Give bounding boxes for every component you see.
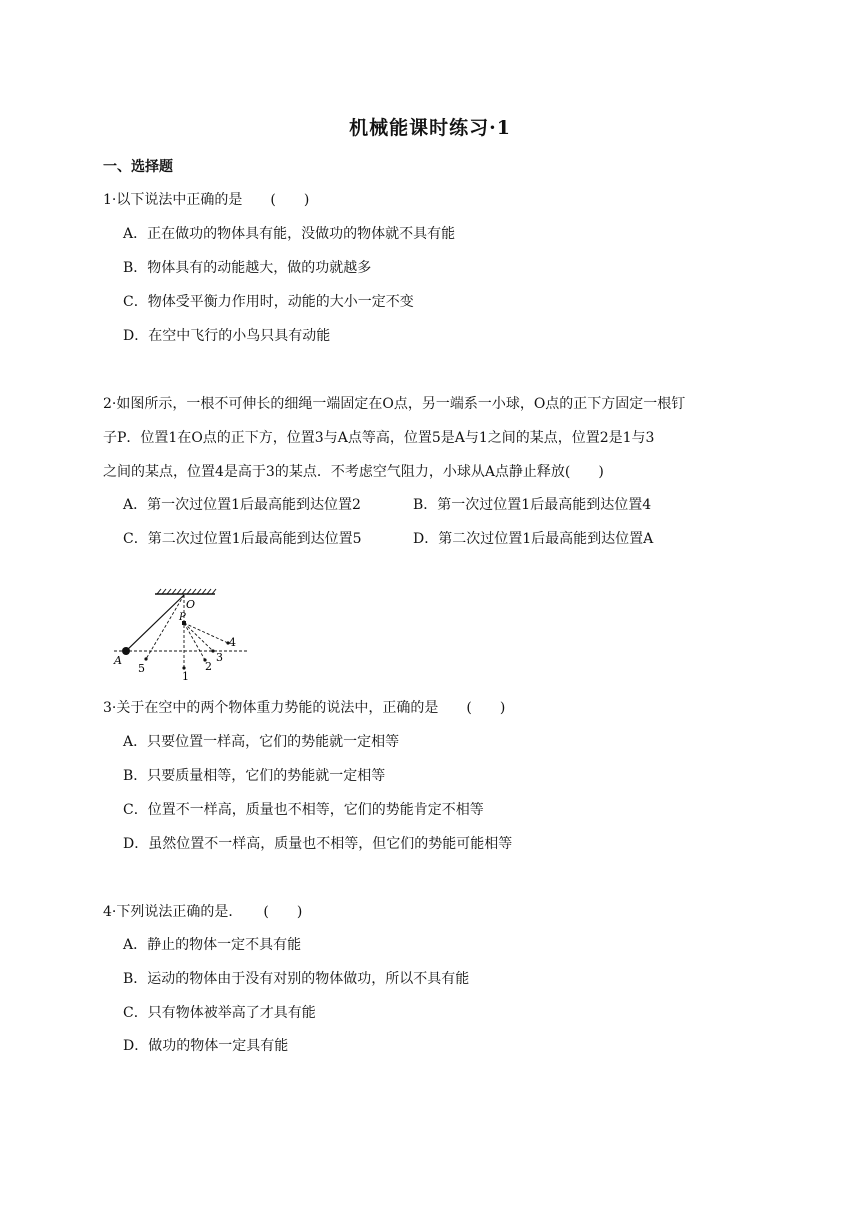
question-2-line-3: 之间的某点，位置4是高于3的某点．不考虑空气阻力，小球从A点静止释放( ): [103, 464, 604, 480]
label-a: A: [114, 654, 122, 667]
section-heading: 一、选择题: [103, 159, 173, 175]
question-1-option-a: A．正在做功的物体具有能，没做功的物体就不具有能: [123, 226, 456, 242]
question-1-stem: 1·以下说法中正确的是 ( ): [103, 192, 310, 208]
label-1: 1: [182, 670, 189, 683]
ball-a: [122, 647, 130, 655]
question-4-stem: 4·下列说法正确的是． ( ): [103, 904, 303, 920]
question-4-option-a: A．静止的物体一定不具有能: [123, 937, 302, 953]
label-o: O: [186, 598, 196, 611]
label-2: 2: [205, 660, 212, 673]
question-3-option-c: C．位置不一样高，质量也不相等，它们的势能肯定不相等: [123, 802, 484, 818]
question-4-option-d: D．做功的物体一定具有能: [123, 1038, 289, 1054]
label-p: P: [179, 612, 186, 623]
string-line: [126, 595, 184, 651]
question-4-option-c: C．只有物体被举高了才具有能: [123, 1005, 316, 1021]
marker-5: [144, 657, 147, 660]
page-title: 机械能课时练习·1: [349, 117, 511, 139]
pendulum-figure: [108, 588, 258, 684]
question-2-option-d: D．第二次过位置1后最高能到达位置A: [413, 531, 654, 547]
dashed-to-4: [184, 623, 228, 643]
question-2-line-1: 2·如图所示，一根不可伸长的细绳一端固定在O点，另一端系一小球，O点的正下方固定一根钉: [103, 396, 686, 412]
question-2-option-a: A．第一次过位置1后最高能到达位置2: [123, 497, 361, 513]
question-2-option-b: B．第一次过位置1后最高能到达位置4: [413, 497, 652, 513]
label-5: 5: [138, 662, 145, 675]
label-4: 4: [229, 636, 236, 649]
question-1-option-c: C．物体受平衡力作用时，动能的大小一定不变: [123, 294, 414, 310]
question-3-stem: 3·关于在空中的两个物体重力势能的说法中，正确的是 ( ): [103, 700, 506, 716]
question-3-option-b: B．只要质量相等，它们的势能就一定相等: [123, 768, 386, 784]
question-2-line-2: 子P．位置1在O点的正下方，位置3与A点等高，位置5是A与1之间的某点，位置2是1与3: [103, 430, 655, 446]
question-1-option-b: B．物体具有的动能越大，做的功就越多: [123, 260, 372, 276]
dashed-to-3: [184, 623, 213, 651]
question-2-option-c: C．第二次过位置1后最高能到达位置5: [123, 531, 362, 547]
question-3-option-d: D．虽然位置不一样高，质量也不相等，但它们的势能可能相等: [123, 836, 513, 852]
dashed-to-2: [184, 623, 205, 660]
question-1-option-d: D．在空中飞行的小鸟只具有动能: [123, 328, 331, 344]
question-4-option-b: B．运动的物体由于没有对别的物体做功，所以不具有能: [123, 971, 470, 987]
label-3: 3: [216, 651, 223, 664]
marker-3: [211, 649, 214, 652]
question-3-option-a: A．只要位置一样高，它们的势能就一定相等: [123, 734, 400, 750]
